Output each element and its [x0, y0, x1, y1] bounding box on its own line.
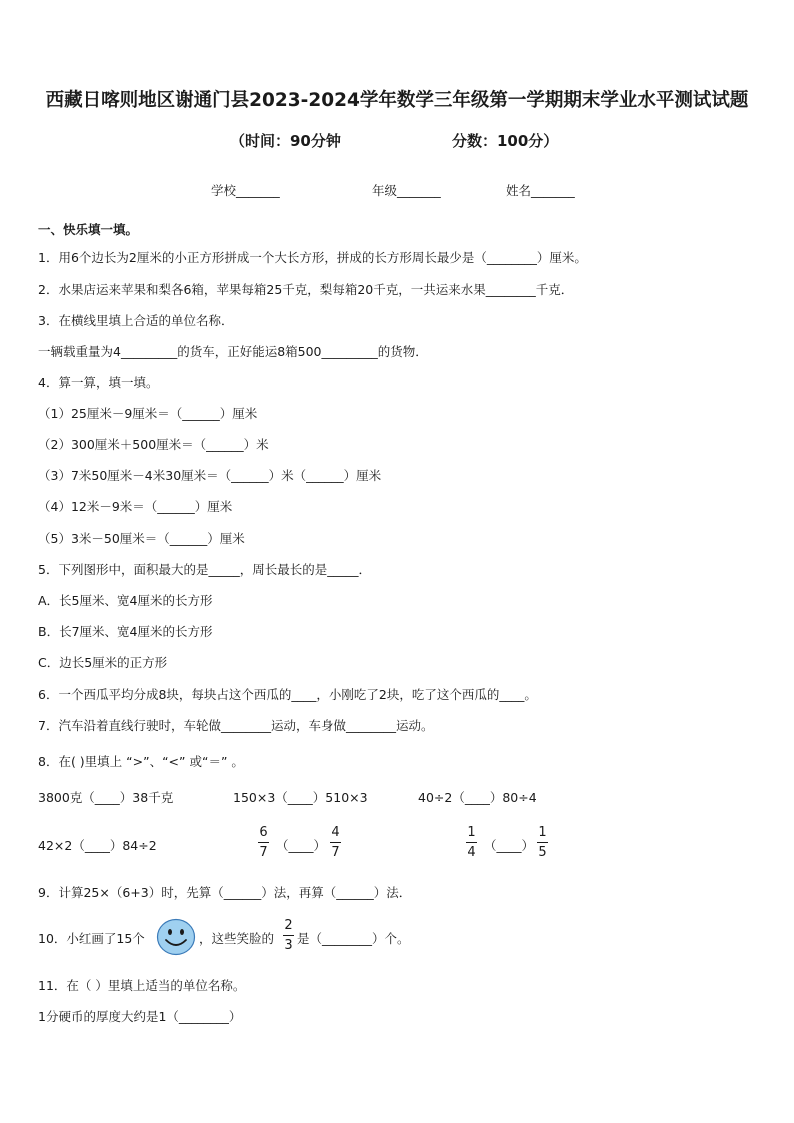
question-5-option-a: A．长5厘米、宽4厘米的长方形 — [38, 593, 213, 608]
q8-row1-item1: 3800克（____）38千克 — [38, 790, 174, 805]
fraction-bar — [330, 842, 341, 843]
name-field: 姓名_______ — [506, 183, 575, 198]
question-10-prefix: 10．小红画了15个 — [38, 931, 145, 946]
q8-row2-blank-3: （____） — [484, 838, 535, 853]
fraction-bar — [466, 842, 477, 843]
fraction-numerator: 2 — [284, 918, 293, 933]
question-3: 3．在横线里填上合适的单位名称． — [38, 313, 234, 328]
smiley-face-icon — [156, 918, 196, 956]
question-5-option-b: B．长7厘米、宽4厘米的长方形 — [38, 624, 213, 639]
q8-row2-blank-2: （____） — [276, 838, 327, 853]
section-heading: 一、快乐填一填。 — [38, 222, 139, 237]
question-1: 1．用6个边长为2厘米的小正方形拼成一个大长方形，拼成的长方形周长最少是（________）厘米。 — [38, 250, 587, 265]
question-11: 11．在（ ）里填上适当的单位名称。 — [38, 978, 246, 993]
question-10-suffix: 是（________）个。 — [297, 931, 410, 946]
fraction-numerator: 6 — [259, 825, 268, 840]
question-4-3: （3）7米50厘米－4米30厘米＝（______）米（______）厘米 — [38, 468, 382, 483]
fraction-1-4 — [466, 825, 477, 860]
school-field: 学校_______ — [211, 183, 280, 198]
fraction-4-7 — [330, 825, 341, 860]
question-5-option-c: C．边长5厘米的正方形 — [38, 655, 168, 670]
fraction-denominator: 4 — [467, 845, 476, 860]
question-11-line: 1分硬币的厚度大约是1（________） — [38, 1009, 242, 1024]
question-2: 2．水果店运来苹果和梨各6箱，苹果每箱25千克，梨每箱20千克，一共运来水果________千克． — [38, 282, 574, 297]
grade-field: 年级_______ — [372, 183, 441, 198]
question-4: 4．算一算，填一填。 — [38, 375, 159, 390]
question-10-middle: ，这些笑脸的 — [199, 931, 275, 946]
fraction-numerator: 1 — [538, 825, 547, 840]
fraction-2-3 — [283, 918, 294, 953]
fraction-numerator: 1 — [467, 825, 476, 840]
q8-row2-item1: 42×2（____）84÷2 — [38, 838, 157, 853]
fraction-denominator: 7 — [259, 845, 268, 860]
fraction-denominator: 7 — [331, 845, 340, 860]
fraction-bar — [283, 935, 294, 936]
question-9: 9．计算25×（6+3）时，先算（______）法，再算（______）法． — [38, 885, 412, 900]
question-6: 6．一个西瓜平均分成8块，每块占这个西瓜的____，小刚吃了2块，吃了这个西瓜的____。 — [38, 687, 537, 702]
question-8: 8．在( )里填上 “>”、“<” 或“＝” 。 — [38, 754, 244, 769]
fraction-6-7 — [258, 825, 269, 860]
fraction-denominator: 5 — [538, 845, 547, 860]
fraction-numerator: 4 — [331, 825, 340, 840]
fraction-1-5 — [537, 825, 548, 860]
exam-score: 分数：100分） — [452, 132, 559, 150]
question-4-5: （5）3米－50厘米＝（______）厘米 — [38, 531, 245, 546]
fraction-bar — [258, 842, 269, 843]
fraction-bar — [537, 842, 548, 843]
question-3-line: 一辆载重量为4_________的货车，正好能运8箱500_________的货物． — [38, 344, 428, 359]
fraction-denominator: 3 — [284, 938, 293, 953]
question-4-2: （2）300厘米＋500厘米＝（______）米 — [38, 437, 269, 452]
question-5: 5．下列图形中，面积最大的是_____，周长最长的是_____． — [38, 562, 371, 577]
page-title: 西藏日喀则地区谢通门县2023-2024学年数学三年级第一学期期末学业水平测试试题 — [45, 90, 749, 111]
exam-time: （时间：90分钟 — [230, 132, 341, 150]
question-4-4: （4）12米－9米＝（______）厘米 — [38, 499, 233, 514]
question-4-1: （1）25厘米－9厘米＝（______）厘米 — [38, 406, 258, 421]
q8-row1-item3: 40÷2（____）80÷4 — [418, 790, 537, 805]
q8-row1-item2: 150×3（____）510×3 — [233, 790, 368, 805]
question-7: 7．汽车沿着直线行驶时，车轮做________运动，车身做________运动。 — [38, 718, 434, 733]
